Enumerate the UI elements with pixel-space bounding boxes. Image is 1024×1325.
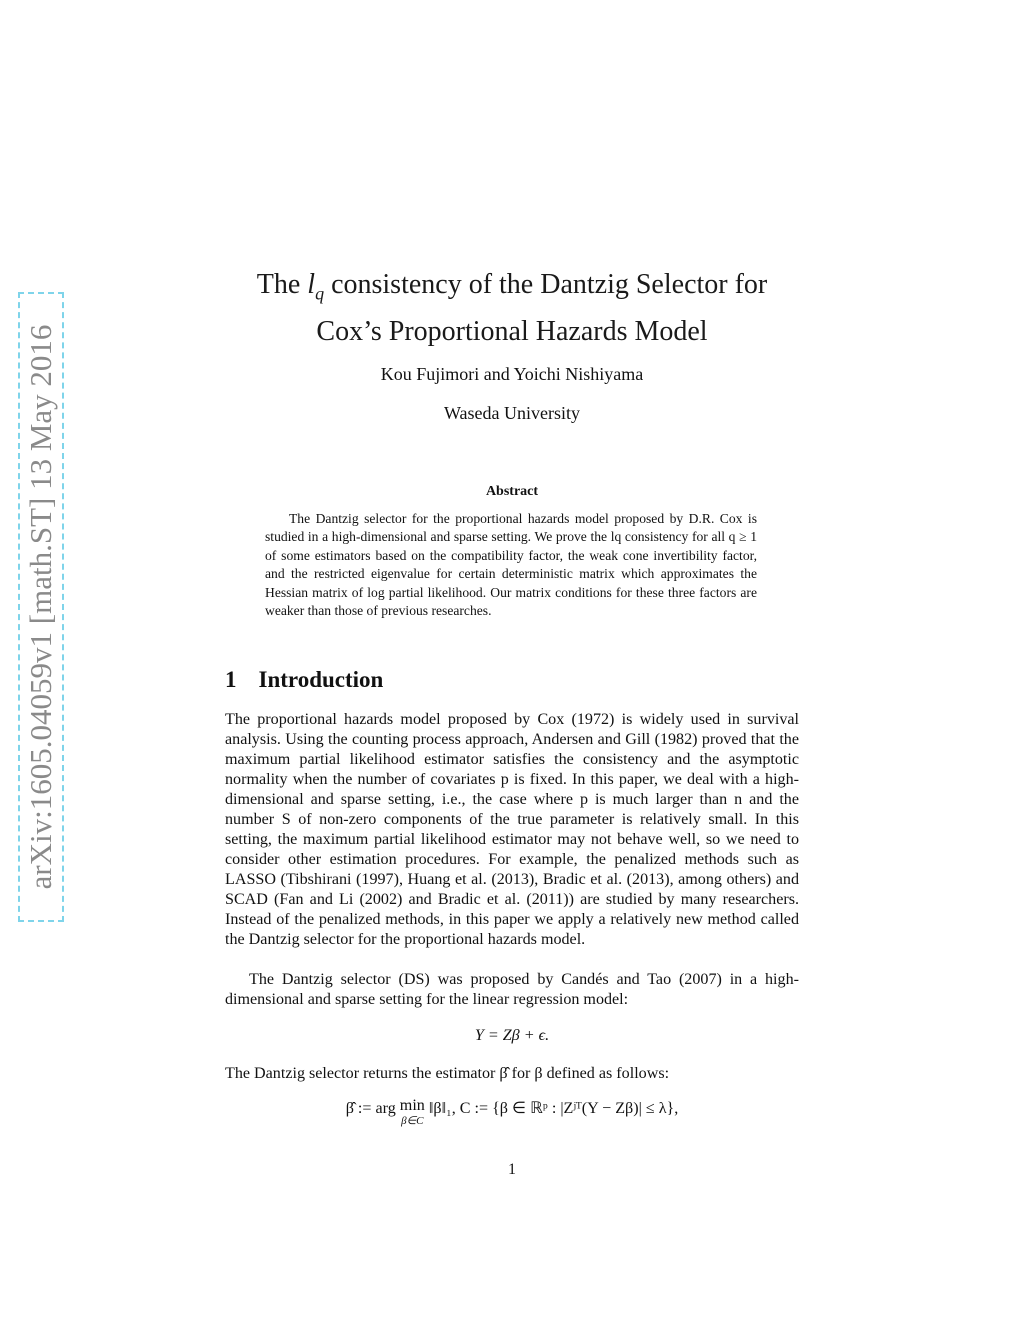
arxiv-id: arXiv:1605.04059v1 [math.ST] 13 May 2016 xyxy=(23,324,58,890)
affiliation: Waseda University xyxy=(443,403,580,423)
title-line-1: The $l_q$ consistency of the Dantzig Selector for xyxy=(256,269,768,304)
eq2-rhs: ‖β‖₁, C := {β ∈ ℝᵖ : |Zʲᵀ(Y − Zβ)| ≤ λ}, xyxy=(428,1100,679,1117)
equation-linear-model: Y = Zβ + ϵ. xyxy=(474,1027,550,1044)
paragraph-intro-1: The proportional hazards model proposed by Cox (1972) is widely used in survival analysis. Using the counting process approach, Andersen and Gill (1982) proved that the maximum partial likelihood estimator satisfies the consistency and the asymptotic normality when the number of covariates p is fixed. In this paper, we deal with a high-dimensional and sparse setting, i.e., the case where p is much larger than n and the number S of non-zero components of the true parameter is relatively small. In this setting, the maximum partial likelihood estimator may not behave well, so we need to consider other estimation procedures. For example, the penalized methods such as LASSO (Tibshirani (1997), Huang et al. (2013), Bradic et al. (2013), among others) and SCAD (Fan and Li (2002) and Bradic et al. (2011)) are studied by many researchers. Instead of the penalized methods, in this paper we apply a relatively new method called the Dantzig selector for the proportional hazards model. xyxy=(225,711,799,948)
paragraph-intro-3: The Dantzig selector returns the estimator β̂ for β defined as follows: xyxy=(225,1065,670,1082)
eq2-lhs: β̂ := arg xyxy=(345,1100,396,1117)
section-heading xyxy=(225,667,383,693)
paragraph-intro-2: The Dantzig selector (DS) was proposed by Candés and Tao (2007) in a high-dimensional and sparse setting for the linear regression model: xyxy=(225,971,799,1008)
title-line-2: Cox’s Proportional Hazards Model xyxy=(316,315,708,347)
eq2-argmin xyxy=(400,1098,425,1128)
equation-dantzig xyxy=(225,1098,799,1128)
paper-title xyxy=(150,266,874,350)
abstract-text: The Dantzig selector for the proportional hazards model proposed by D.R. Cox is studied in a high-dimensional and sparse setting. We prove the lq consistency for all q ≥ 1 of some estimators based on the compatibility factor, the weak cone invertibility factor, and the restricted eigenvalue for certain deterministic matrix which approximates the Hessian matrix of log partial likelihood. Our matrix conditions for these three factors are weaker than those of previous researches. xyxy=(265,511,757,619)
section-title: Introduction xyxy=(258,667,384,692)
abstract-heading: Abstract xyxy=(485,484,539,499)
eq2-min: min xyxy=(399,1097,425,1114)
arxiv-stamp xyxy=(18,292,64,922)
page-number: 1 xyxy=(508,1161,516,1178)
section-number: 1 xyxy=(225,667,237,692)
authors: Kou Fujimori and Yoichi Nishiyama xyxy=(380,364,644,384)
eq2-subscript: β∈C xyxy=(401,1115,424,1127)
